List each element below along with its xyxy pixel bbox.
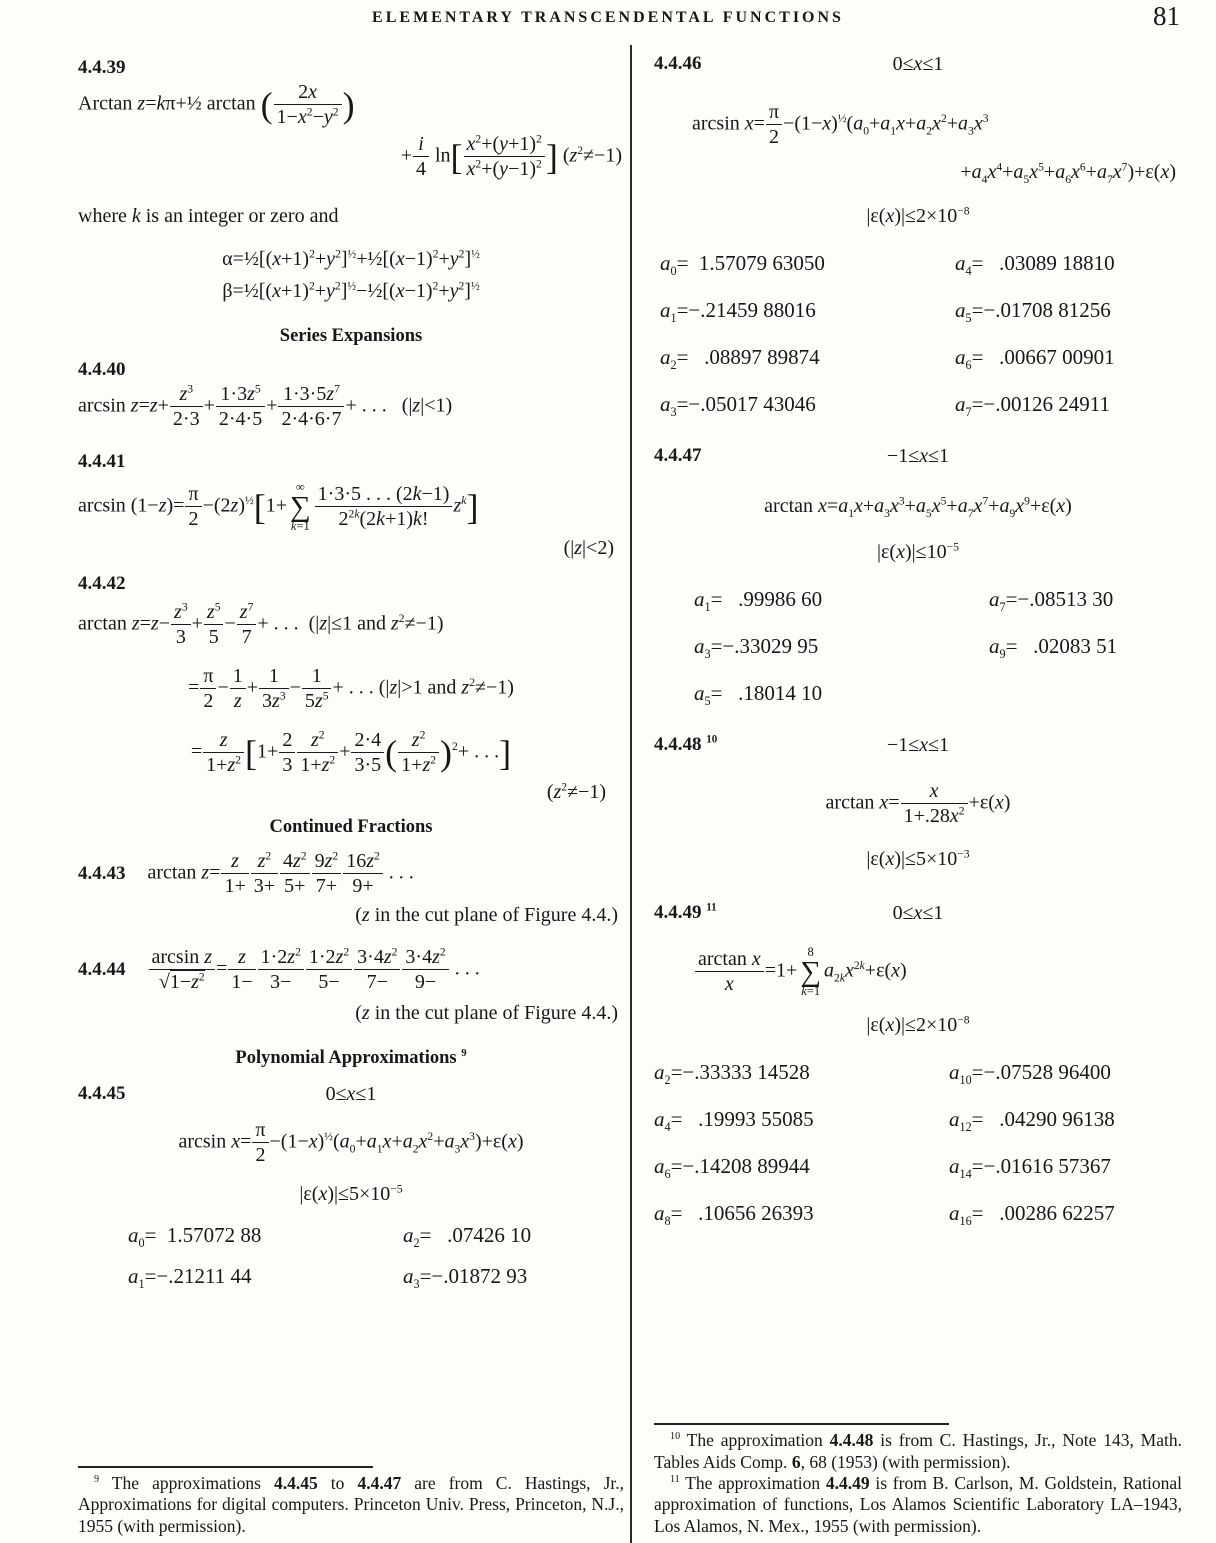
eq-4-4-39-alpha: $\alpha=\frac{1}{2}[(x+1)^2+y^2]^{\frac{1}{2}}+\frac{1}{2}[(x-1)^2+y^2]^{\frac{1}{2}}$	[222, 247, 480, 270]
eq-4-4-45-coefficients	[78, 1223, 624, 1289]
eq-4-4-42-line1: arctan z=z− $\frac{z^3}{3}$ + $\frac{z^5}{5}$ − $\frac{z^7}{7}$ + . . . (|z|≤1 and $z^2\ne-1$)	[78, 600, 444, 648]
eq-4-4-48-error: $|\varepsilon(x)|\le 5\times 10^{-3}$	[866, 847, 970, 870]
eq-4-4-45-label: 4.4.45	[78, 1082, 126, 1104]
coefficient: $a_0= 1.57072$ 88	[128, 1222, 262, 1250]
column-divider	[630, 45, 632, 1543]
footnotes-10-11	[654, 1423, 1182, 1537]
coefficient: $a_3=-.33029$ 95	[694, 634, 819, 662]
eq-4-4-42-line2: = $\frac{\pi}{2}$ − $\frac{1}{z}$ + $\frac{1}{3z^3}$ − $\frac{1}{5z^5}$ + . . . (|z|>1 and $z^2\ne-1$)	[188, 664, 514, 712]
coefficient: $a_{16}= .00286$ 62257	[949, 1200, 1115, 1228]
eq-4-4-39-label: 4.4.39	[78, 57, 126, 78]
eq-4-4-47-label: 4.4.47	[654, 445, 702, 466]
coefficient	[989, 681, 1182, 706]
footnote-9-text: $^9$ The approximations 4.4.45 to 4.4.47 are from C. Hastings, Jr., Approximations for digital computers. Princeton Univ. Press, Princeton, N.J., 1955 (with permission).	[78, 1472, 624, 1536]
eq-4-4-48-header	[654, 734, 1182, 760]
footnote-10-text: $^{10}$ The approximation 4.4.48 is from C. Hastings, Jr., Note 143, Math. Tables Aids Comp. 6, 68 (1953) (with permission).	[654, 1430, 1182, 1472]
coefficient: $a_3=-.01872$ 93	[403, 1263, 528, 1291]
eq-4-4-47-coefficients	[654, 587, 1182, 709]
eq-4-4-46-line1: arcsin x= $\frac{\pi}{2}$ $-(1-x)^{\frac{1}{2}}(a_0+a_1x+a_2x^2+a_3x^3$	[692, 101, 989, 148]
eq-4-4-39-line2: + $\frac{i}{4}$ ln[ $\frac{x^2+(y+1)^2}{x^2+(y-1)^2}$ ] $(z^2\ne-1)$	[400, 132, 622, 180]
coefficient: $a_2=-.33333$ 14528	[654, 1059, 810, 1087]
eq-4-4-46-error: $|\varepsilon(x)|\le 2\times 10^{-8}$	[866, 204, 970, 227]
eq-4-4-47-header	[654, 445, 1182, 471]
coefficient: $a_1=-.21211$ 44	[128, 1263, 252, 1291]
coefficient: $a_{12}= .04290$ 96138	[949, 1106, 1115, 1134]
coefficient: $a_2= .07426$ 10	[403, 1222, 532, 1250]
eq-4-4-47-formula: $\arctan x=a_1x+a_3x^3+a_5x^5+a_7x^7+a_9x^9+\varepsilon(x)$	[764, 494, 1072, 520]
eq-4-4-46-header	[654, 53, 1182, 79]
eq-4-4-39-beta: $\beta=\frac{1}{2}[(x+1)^2+y^2]^{\frac{1}{2}}-\frac{1}{2}[(x-1)^2+y^2]^{\frac{1}{2}}$	[222, 279, 480, 302]
coefficient: $a_{14}=-.01616$ 57367	[949, 1153, 1111, 1181]
eq-4-4-46-range: 0≤x≤1	[892, 53, 944, 75]
coefficient: $a_6=-.14208$ 89944	[654, 1153, 810, 1181]
eq-4-4-40-formula: arcsin z=z+ $\frac{z^3}{2\cdot 3}$ + $\frac{1\cdot 3z^5}{2\cdot 4\cdot 5}$ + $\frac{1\cdot 3\cdot 5z^7}{2\cdot 4\cdot 6\cdot 7}$ + . . . (|z|<1)	[78, 382, 453, 430]
coefficient: $a_5=-.01708$ 81256	[955, 298, 1111, 326]
eq-4-4-41-constraint: (|z|<2)	[563, 536, 614, 559]
eq-4-4-40-label: 4.4.40	[78, 359, 126, 380]
coefficient: $a_1= .99986$ 60	[694, 587, 823, 615]
eq-4-4-42-label: 4.4.42	[78, 572, 126, 594]
eq-4-4-45-error: $|\varepsilon(x)|\le 5\times 10^{-5}$	[299, 1182, 403, 1205]
eq-4-4-43-formula: arctan z= $\frac{z}{1+}$ $\frac{z^2}{3+}$ $\frac{4z^2}{5+}$ $\frac{9z^2}{7+}$ $\frac{16z^2}{9+}$ . . .	[147, 849, 414, 897]
eq-4-4-47-error: $|\varepsilon(x)|\le 10^{-5}$	[877, 540, 959, 563]
continued-fractions-heading: Continued Fractions	[269, 816, 433, 837]
eq-4-4-44-label: 4.4.44	[78, 958, 126, 980]
footnote-9	[78, 1466, 624, 1537]
eq-4-4-49-range: 0≤x≤1	[892, 902, 944, 924]
coefficient: $a_2= .08897$ 89874	[660, 345, 820, 373]
coefficient: $a_1=-.21459$ 88016	[660, 298, 816, 326]
footnote-11-text: $^{11}$ The approximation 4.4.49 is from B. Carlson, M. Goldstein, Rational approximation of functions, Los Alamos Scientific Laboratory LA–1943, Los Alamos, N. Mex., 1955 (with permission).	[654, 1472, 1182, 1536]
eq-4-4-43-note: (z in the cut plane of Figure 4.4.)	[355, 903, 618, 926]
eq-4-4-43-row	[78, 850, 624, 898]
eq-4-4-49-coefficients	[654, 1060, 1182, 1226]
eq-4-4-42-line3: = $\frac{z}{1+z^2}$ [1+ $\frac{2}{3}$ $\frac{z^2}{1+z^2}$ + $\frac{2\cdot 4}{3\cdot 5}$ ( $\frac{z^2}{1+z^2}$ )$^2$+ . . .]	[190, 728, 512, 776]
page-number: 81	[1153, 1, 1180, 31]
coefficient: $a_9= .02083$ 51	[989, 634, 1118, 662]
coefficient: $a_6= .00667$ 00901	[955, 345, 1115, 373]
eq-4-4-45-formula: arcsin x= $\frac{\pi}{2}$ $-(1-x)^{\frac{1}{2}}(a_0+a_1x+a_2x^2+a_3x^3)+\varepsilon(x)$	[178, 1118, 524, 1166]
eq-4-4-44-note: (z in the cut plane of Figure 4.4.)	[355, 1001, 618, 1024]
eq-4-4-39-where-text: where k is an integer or zero and	[78, 205, 339, 227]
eq-4-4-49-formula: $\frac{\text{arctan x}}{x}$ =1+ 8 ∑ k=1 $a_{2k}x^{2k}+\varepsilon(x)$	[654, 946, 1182, 998]
eq-4-4-43-label: 4.4.43	[78, 862, 126, 884]
eq-4-4-46-coefficients	[654, 251, 1182, 420]
eq-4-4-41-label: 4.4.41	[78, 451, 126, 472]
running-head: ELEMENTARY TRANSCENDENTAL FUNCTIONS	[372, 9, 844, 26]
coefficient: $a_{10}=-.07528$ 96400	[949, 1059, 1111, 1087]
footnote-rule	[78, 1466, 373, 1468]
eq-4-4-48-range: −1≤x≤1	[886, 734, 950, 756]
footnote-rule	[654, 1423, 949, 1425]
eq-4-4-39-line1: Arctan z=kπ+½ arctan ( $\frac{2x}{1-x^2-y^2}$ )	[78, 81, 355, 128]
eq-4-4-46-line2: $+a_4x^4+a_5x^5+a_6x^6+a_7x^7)+\varepsilon(x)$	[960, 160, 1176, 186]
eq-4-4-45-range: 0≤x≤1	[325, 1082, 377, 1105]
coefficient: $a_0= 1.57079$ 63050	[660, 251, 825, 279]
eq-4-4-44-row	[78, 946, 624, 994]
polynomial-approximations-heading: Polynomial Approximations $^9$	[235, 1046, 467, 1068]
eq-4-4-49-label: 4.4.49 $^{11}$	[654, 901, 717, 923]
eq-4-4-44-formula: $\frac{\text{arcsin z}}{√1-z^2}$ = $\frac{z}{1-}$ $\frac{1\cdot 2z^2}{3-}$ $\frac{1\cdot 2z^2}{5-}$ $\frac{3\cdot 4z^2}{7-}$ $\frac{3\cdot 4z^2}{9-}$ . . .	[148, 946, 480, 994]
eq-4-4-46-label: 4.4.46	[654, 53, 702, 74]
eq-4-4-48-label: 4.4.48 $^{10}$	[654, 733, 718, 755]
coefficient: $a_4= .03089$ 18810	[955, 251, 1115, 279]
right-column	[654, 45, 1182, 1543]
eq-4-4-48-formula: arctan x= $\frac{x}{1+.28x^2}$ +ε(x)	[825, 780, 1011, 827]
eq-4-4-49-header	[654, 902, 1182, 928]
coefficient: $a_8= .10656$ 26393	[654, 1200, 814, 1228]
left-column	[78, 45, 624, 1543]
coefficient: $a_7=-.08513$ 30	[989, 587, 1114, 615]
eq-4-4-49-error: $|\varepsilon(x)|\le 2\times 10^{-8}$	[866, 1013, 970, 1036]
series-expansions-heading: Series Expansions	[279, 326, 423, 346]
eq-4-4-47-range: −1≤x≤1	[886, 445, 950, 467]
coefficient: $a_4= .19993$ 55085	[654, 1106, 814, 1134]
coefficient: $a_3=-.05017$ 43046	[660, 392, 816, 420]
eq-4-4-41-formula: arcsin (1−z)= $\frac{\pi}{2}$ $-(2z)^{\frac{1}{2}}[1+$ ∞ ∑ k=1 $\frac{1\cdot 3\cdot 5 . . . (2k-1)}{2^{2k}(2k+1)k!}$ $z^k$]	[78, 480, 479, 534]
coefficient: $a_7=-.00126$ 24911	[955, 392, 1111, 420]
coefficient: $a_5= .18014$ 10	[694, 681, 823, 709]
eq-4-4-42-constraint: $(z^2\ne-1)$	[546, 780, 606, 803]
eq-4-4-45-header	[78, 1083, 624, 1109]
